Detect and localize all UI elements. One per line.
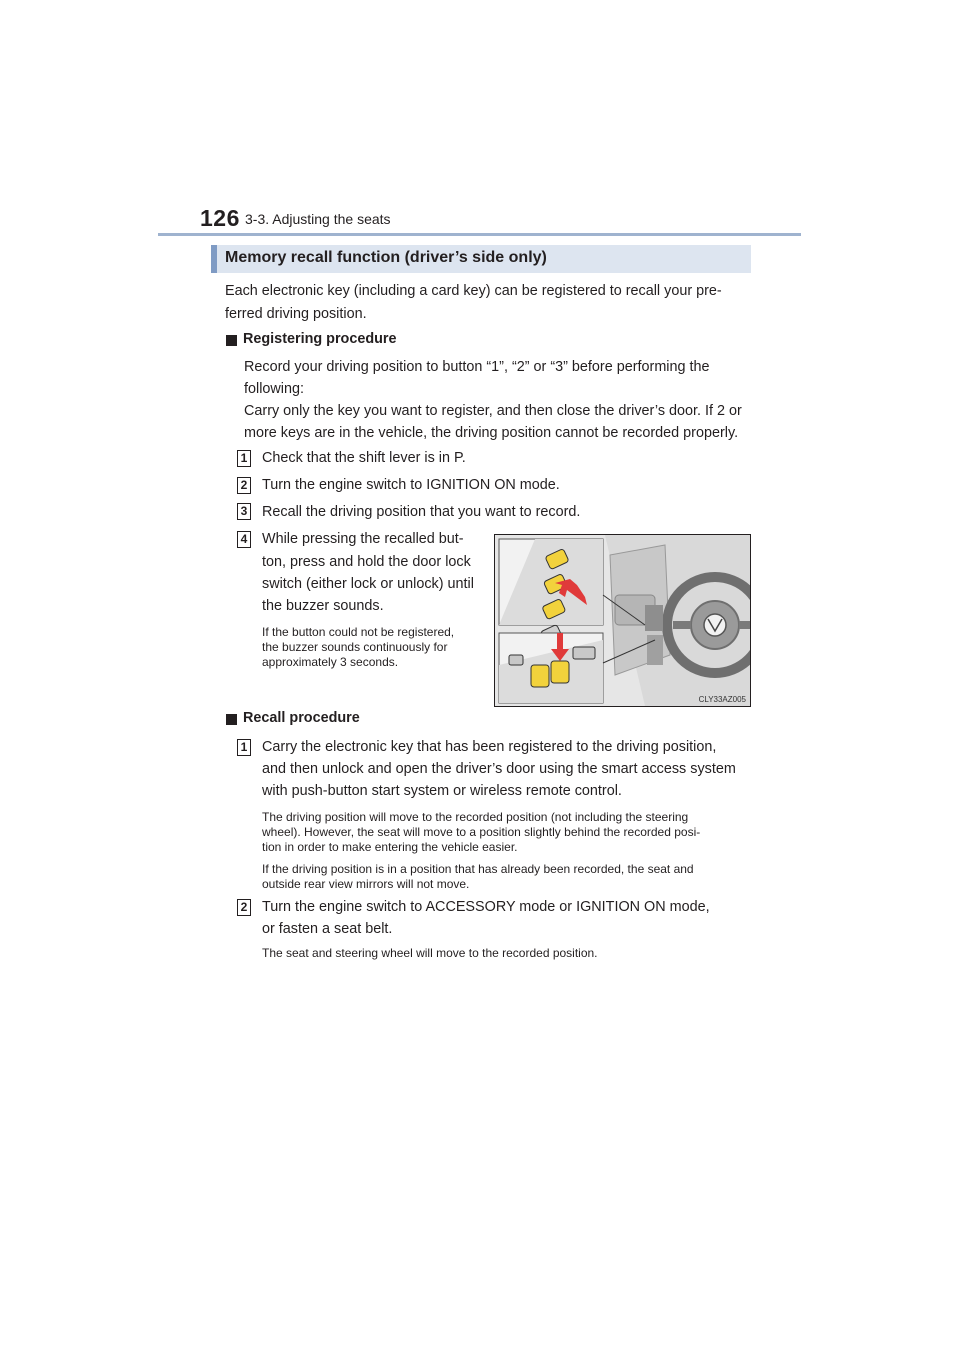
intro-line-1: Each electronic key (including a card key) can be registered to recall your pre-: [225, 283, 722, 299]
chapter-title: 3-3. Adjusting the seats: [245, 211, 391, 227]
bullet-square-icon: [226, 335, 237, 346]
recall-step-number-2: 2: [237, 899, 251, 916]
step-number-3: 3: [237, 503, 251, 520]
recall-heading: Recall procedure: [243, 710, 360, 726]
header-divider: [158, 233, 801, 236]
recall-step-1-line3: with push-button start system or wireless remote control.: [262, 783, 622, 799]
door-memory-switch-illustration: [494, 534, 751, 707]
registering-heading: Registering procedure: [243, 331, 397, 347]
recall-step-2-note: The seat and steering wheel will move to the recorded position.: [262, 946, 598, 960]
step-4-line1: While pressing the recalled but-: [262, 531, 464, 547]
recall-step-2-line2: or fasten a seat belt.: [262, 921, 393, 937]
bullet-square-icon: [226, 714, 237, 725]
figure-code: CLY33AZ005: [698, 695, 746, 704]
step-1-text: Check that the shift lever is in P.: [262, 450, 466, 466]
step-2-text: Turn the engine switch to IGNITION ON mode.: [262, 477, 560, 493]
car-interior-drawing: [495, 535, 750, 706]
recall-step-1-line1: Carry the electronic key that has been registered to the driving position,: [262, 739, 717, 755]
step-4-line2: ton, press and hold the door lock: [262, 554, 471, 570]
section-title: Memory recall function (driver’s side only): [211, 245, 751, 273]
registering-p1-line1: Record your driving position to button “1”, “2” or “3” before performing the: [244, 359, 710, 375]
recall-step-1-line2: and then unlock and open the driver’s door using the smart access system: [262, 761, 736, 777]
recall-step-number-1: 1: [237, 739, 251, 756]
registering-p1-line2: following:: [244, 381, 304, 397]
recall-note1-line1: The driving position will move to the recorded position (not including the steering: [262, 810, 689, 824]
step-4-line3: switch (either lock or unlock) until: [262, 576, 474, 592]
step-number-1: 1: [237, 450, 251, 467]
page-header: [200, 205, 800, 235]
step-number-4: 4: [237, 531, 251, 548]
step-4-note-line1: If the button could not be registered,: [262, 625, 455, 639]
recall-note2-line1: If the driving position is in a position that has already been recorded, the seat and: [262, 862, 694, 876]
recall-note1-line2: wheel). However, the seat will move to a position slightly behind the recorded posi-: [262, 825, 701, 839]
step-4-note-line3: approximately 3 seconds.: [262, 655, 399, 669]
recall-step-2-line1: Turn the engine switch to ACCESSORY mode or IGNITION ON mode,: [262, 899, 710, 915]
step-number-2: 2: [237, 477, 251, 494]
step-4-line4: the buzzer sounds.: [262, 598, 384, 614]
page-number: 126: [200, 205, 240, 231]
recall-note2-line2: outside rear view mirrors will not move.: [262, 877, 470, 891]
step-4-note-line2: the buzzer sounds continuously for: [262, 640, 448, 654]
registering-p2-line1: Carry only the key you want to register, and then close the driver’s door. If 2 or: [244, 403, 742, 419]
recall-note1-line3: tion in order to make entering the vehicle easier.: [262, 840, 518, 854]
step-3-text: Recall the driving position that you want to record.: [262, 504, 581, 520]
intro-line-2: ferred driving position.: [225, 306, 367, 322]
registering-p2-line2: more keys are in the vehicle, the driving position cannot be recorded properly.: [244, 425, 739, 441]
